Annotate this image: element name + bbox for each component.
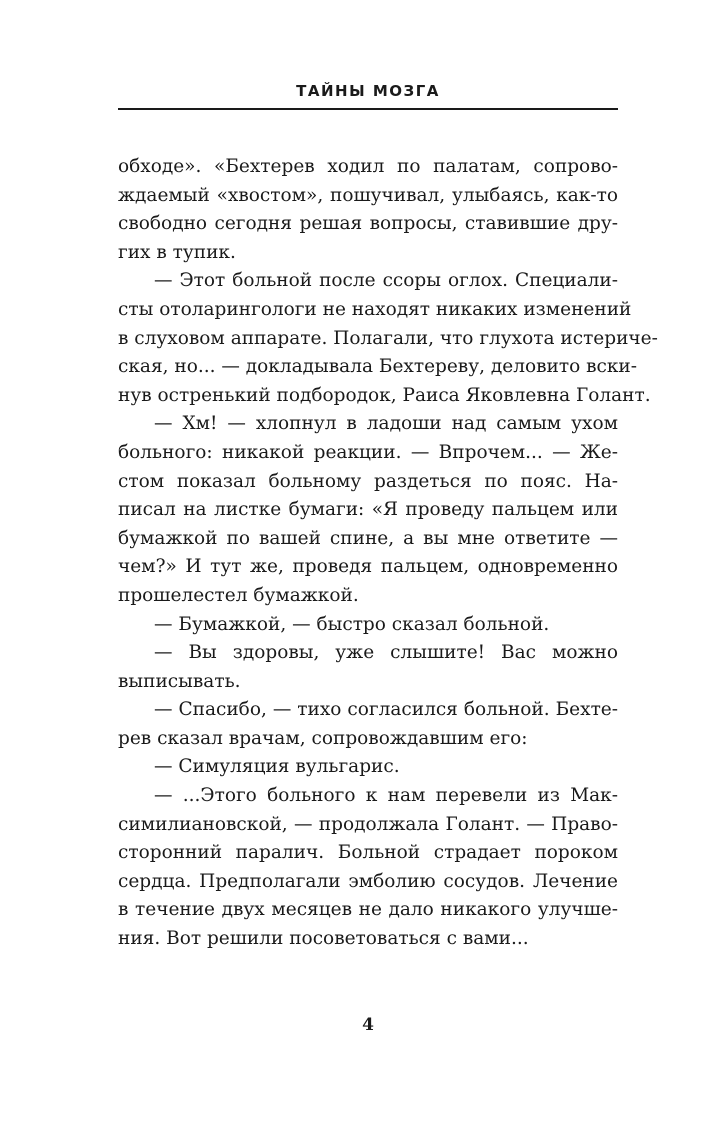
text-line: больного: никакой реакции. — Впрочем... — Же- [118, 441, 618, 463]
text-line: стом показал больному раздеться по пояс. На- [118, 470, 618, 492]
running-title: ТАЙНЫ МОЗГА [296, 82, 440, 100]
text-line: чем?» И тут же, проведя пальцем, одновременно [118, 556, 618, 578]
text-line: — Хм! — хлопнул в ладоши над самым ухом [154, 413, 618, 435]
text-line: рев сказал врачам, сопровождавшим его: [118, 727, 528, 749]
text-line: бумажкой по вашей спине, а вы мне ответите — [118, 527, 618, 549]
text-line: писал на листке бумаги: «Я проведу пальцем или [118, 499, 618, 521]
text-line: прошелестел бумажкой. [118, 584, 359, 606]
text-line: в слуховом аппарате. Полагали, что глухота истериче- [118, 327, 658, 349]
text-line: — Спасибо, — тихо согласился больной. Бехте- [154, 699, 618, 721]
text-line: нув остренький подбородок, Раиса Яковлевна Голант. [118, 384, 651, 406]
text-line: гих в тупик. [118, 241, 236, 263]
body-text [118, 153, 658, 954]
text-line: — Бумажкой, — быстро сказал больной. [154, 613, 550, 635]
text-line: в течение двух месяцев не дало никакого улучше- [118, 899, 618, 921]
text-line: — Этот больной после ссоры оглох. Специали- [154, 270, 618, 292]
page-number: 4 [362, 1015, 374, 1035]
text-line: ния. Вот решили посоветоваться с вами... [118, 928, 529, 950]
text-line: сторонний паралич. Больной страдает пороком [118, 842, 618, 864]
text-line: симилиановской, — продолжала Голант. — Право- [118, 813, 618, 835]
text-line: — Симуляция вульгарис. [154, 756, 400, 778]
text-line: сердца. Предполагали эмболию сосудов. Лечение [118, 870, 618, 892]
text-line: ждаемый «хвостом», пошучивал, улыбаясь, как-то [118, 184, 618, 206]
text-line: выписывать. [118, 670, 241, 692]
text-line: — ...Этого больного к нам перевели из Мак- [154, 785, 618, 807]
text-line: обходе». «Бехтерев ходил по палатам, сопрово- [118, 156, 618, 177]
text-line: ская, но... — докладывала Бехтереву, деловито вски- [118, 356, 638, 378]
text-line: свободно сегодня решая вопросы, ставившие дру- [118, 213, 618, 235]
header-rule [118, 108, 618, 110]
text-line: сты отоларингологи не находят никаких изменений [118, 298, 632, 320]
text-line: — Вы здоровы, уже слышите! Вас можно [154, 642, 618, 664]
